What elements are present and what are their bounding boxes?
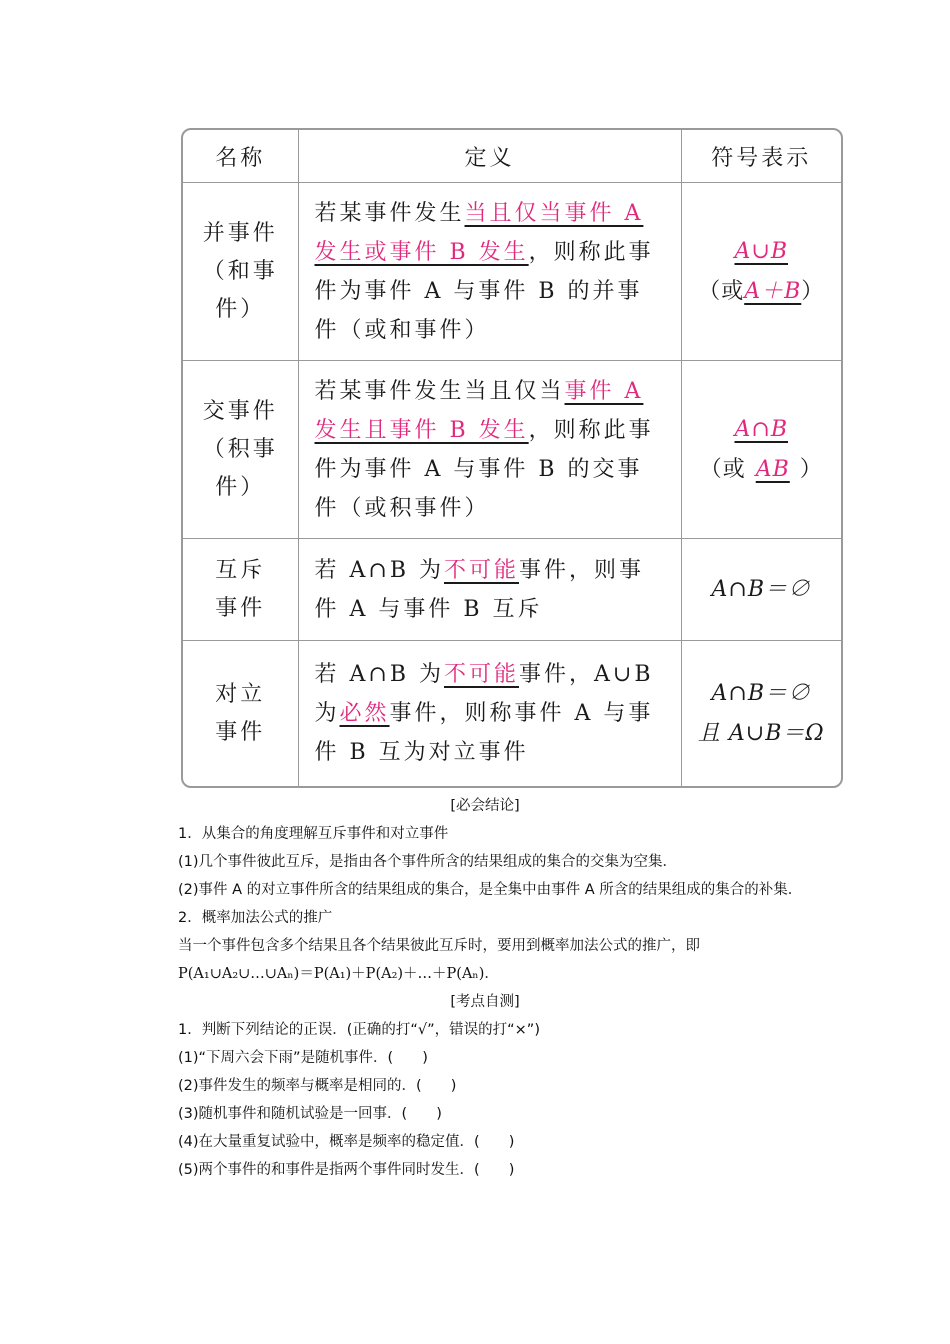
definition-fill: 必然 — [339, 701, 390, 726]
definition-text: ，则称此事件为事件 A 与事件 B 的并事件（或和事件） — [314, 239, 654, 343]
definition-fill: 不可能 — [443, 662, 519, 687]
definition-text: 事件，A∪B 为 — [314, 662, 654, 726]
question-title: 1．判断下列结论的正误．(正确的打“√”，错误的打“×”) — [178, 1022, 540, 1038]
header-name: 名称 — [183, 130, 298, 183]
row-symbol — [681, 183, 841, 361]
table-header-row — [183, 130, 841, 183]
section-heading: [必会结论] — [450, 798, 520, 814]
row-name-line1: 交事件 — [202, 398, 278, 424]
row-symbol — [681, 361, 841, 539]
symbol-text: （或 — [698, 278, 745, 304]
paragraph: 当一个事件包含多个结果且各个结果彼此互斥时，要用到概率加法公式的推广，即 — [178, 938, 700, 954]
row-definition — [298, 361, 681, 539]
definition-fill: 不可能 — [443, 557, 519, 583]
event-definition-table — [181, 128, 843, 788]
symbol-text: ） — [799, 456, 823, 482]
header-definition: 定义 — [298, 130, 681, 183]
symbol-text: （或 — [699, 456, 746, 482]
formula: P(A₁∪A₂∪…∪Aₙ)＝P(A₁)＋P(A₂)＋…＋P(Aₙ)． — [178, 966, 499, 982]
row-definition — [298, 539, 681, 641]
row-name-line1: 对立 — [215, 681, 266, 707]
header-symbol: 符号表示 — [681, 130, 841, 183]
definition-fill: 事件 A 发生且事件 B 发生 — [314, 378, 644, 443]
row-symbol — [681, 641, 841, 787]
definition-text: 若 A∩B 为 — [314, 557, 444, 583]
row-name-line2: （和事件） — [202, 258, 278, 322]
list-item: (1)“下周六会下雨”是随机事件．( ) — [178, 1050, 428, 1066]
symbol-fill: A＋B — [744, 278, 802, 304]
row-name-line1: 并事件 — [202, 220, 278, 246]
row-name-line2: （积事件） — [202, 436, 278, 500]
definition-text: 事件，则称事件 A 与事件 B 互为对立事件 — [314, 701, 654, 765]
definition-fill: 当且仅当事件 A 发生或事件 B 发生 — [314, 200, 644, 265]
symbol-text: A∩B＝∅ — [711, 680, 811, 706]
row-definition — [298, 183, 681, 361]
row-name — [183, 361, 298, 539]
paragraph: (1)几个事件彼此互斥，是指由各个事件所含的结果组成的集合的交集为空集． — [178, 854, 678, 870]
row-definition — [298, 641, 681, 787]
paragraph: (2)事件 A 的对立事件所含的结果组成的集合，是全集中由事件 A 所含的结果组成的集合的补集． — [178, 882, 803, 898]
row-name-line2: 事件 — [215, 595, 266, 621]
definition-text: 若某事件发生 — [314, 200, 465, 226]
row-name — [183, 641, 298, 787]
section-title: 1．从集合的角度理解互斥事件和对立事件 — [178, 826, 449, 842]
symbol-fill: A∩B — [734, 416, 788, 442]
definition-text: 若某事件发生当且仅当 — [314, 378, 565, 404]
section-heading: [考点自测] — [450, 994, 520, 1010]
table-row — [183, 183, 841, 361]
row-name — [183, 539, 298, 641]
row-name-line2: 事件 — [215, 719, 266, 745]
symbol-text: 且 A∪B＝Ω — [697, 720, 825, 746]
table-row — [183, 539, 841, 641]
section-title: 2．概率加法公式的推广 — [178, 910, 333, 926]
table — [183, 130, 841, 786]
row-name — [183, 183, 298, 361]
symbol-text: A∩B＝∅ — [711, 576, 811, 602]
symbol-fill: A∪B — [734, 238, 788, 264]
list-item: (2)事件发生的频率与概率是相同的．( ) — [178, 1078, 457, 1094]
row-name-line1: 互斥 — [215, 557, 266, 583]
document-body — [145, 792, 825, 1184]
list-item: (4)在大量重复试验中，概率是频率的稳定值．( ) — [178, 1134, 515, 1150]
symbol-text: ） — [801, 278, 825, 304]
table-row — [183, 361, 841, 539]
list-item: (5)两个事件的和事件是指两个事件同时发生．( ) — [178, 1162, 515, 1178]
symbol-fill: AB — [755, 456, 790, 482]
table-row — [183, 641, 841, 787]
list-item: (3)随机事件和随机试验是一回事．( ) — [178, 1106, 442, 1122]
definition-text: 事件，则事件 A 与事件 B 互斥 — [314, 557, 645, 622]
definition-text: 若 A∩B 为 — [314, 662, 444, 687]
definition-text: ，则称此事件为事件 A 与事件 B 的交事件（或积事件） — [314, 417, 654, 521]
row-symbol — [681, 539, 841, 641]
